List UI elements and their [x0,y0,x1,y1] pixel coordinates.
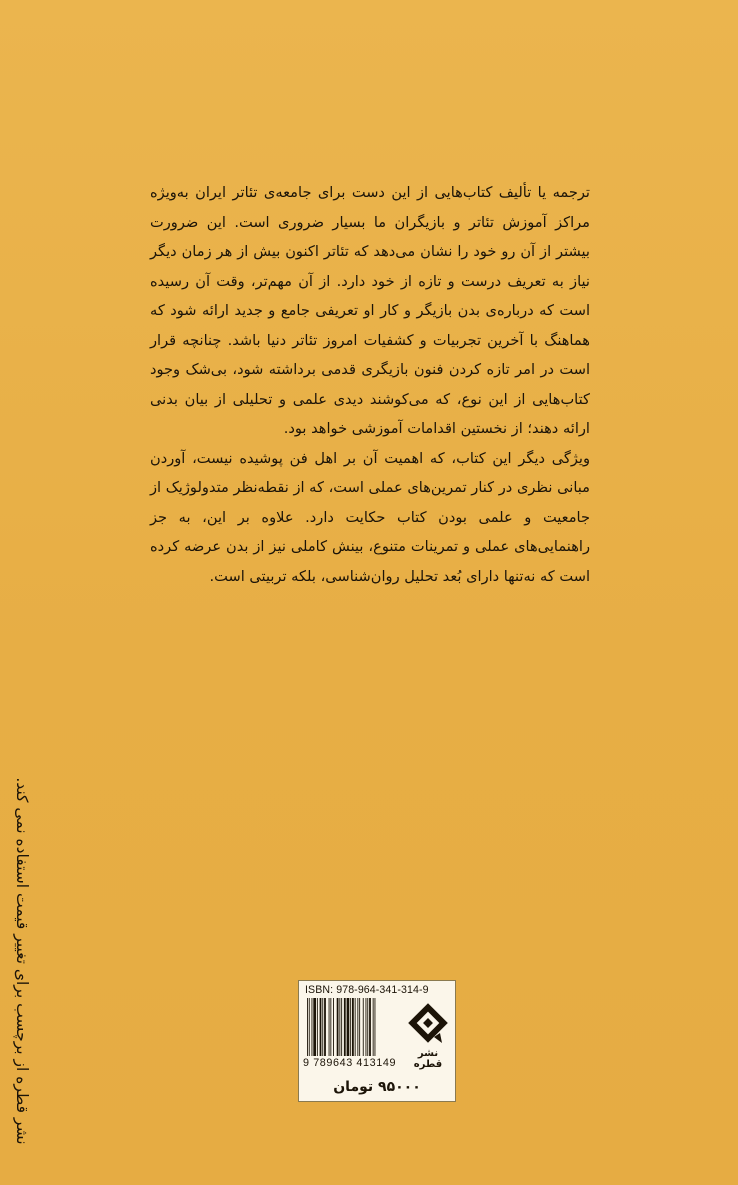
back-cover-blurb [150,178,590,591]
publisher-logo-icon [407,1001,449,1045]
blurb-paragraph-1: ترجمه یا تألیف کتاب‌هایی از این دست برای جامعه‌ی تئاتر ایران به‌ویژه مراکز آموزش تئاتر و بازیگران ما بسیار ضروری است. این ضرورت بیشتر از آن رو خود را نشان می‌دهد که تئاتر اکنون بیش از هر زمان دیگر نیاز به تعریف درست و تازه از خود دارد. از آن مهم‌تر، وقت آن رسیده است که درباره‌ی بدن بازیگر و کار او تعریفی جامع و جدید ارائه شود که هماهنگ با آخرین تجربیات و کشفیات امروز تئاتر دنیا باشد. چنانچه قرار است در امر تازه کردن فنون بازیگری قدمی برداشته شود، بی‌شک وجود کتاب‌هایی از این نوع، که می‌کوشند دیدی علمی و تحلیلی از بیان بدنی ارائه دهند؛ از نخستین اقدامات آموزشی خواهد بود. [150,184,590,437]
isbn-number: ISBN: 978-964-341-314-9 [305,984,429,996]
barcode-bar [312,998,313,1056]
barcode-bar [330,998,331,1056]
barcode-bar [369,998,371,1056]
barcode-bar [313,998,316,1056]
barcode-bar [357,998,358,1056]
price-label: ۹۵۰۰۰ تومان [298,1073,456,1102]
barcode-bar [363,998,364,1056]
price-sticker-notice: نشر قطره از برچسب برای تغییر قیمت استفاده نمی کند. [13,777,31,1145]
barcode-bar [355,998,356,1056]
barcode-digits: 9 789643 413149 [303,1057,397,1069]
barcode-bar [352,998,354,1056]
barcode-bar [324,998,326,1056]
blurb-paragraph-2: ویژگی دیگر این کتاب، که اهمیت آن بر اهل فن پوشیده نیست، آوردن مبانی نظری در کنار تمرین‌های عملی است، که از نقطه‌نظر متدولوژیک از جامعیت و علمی بودن کتاب حکایت دارد. علاوه بر این، به جز راهنمایی‌های عملی و تمرینات متنوع، بینش کاملی نیز از بدن عرضه کرده است که نه‌تنها دارای بُعد تحلیل روان‌شناسی، بلکه تربیتی است. [150,449,590,585]
barcode-bar [359,998,360,1056]
barcode-bar [344,998,346,1056]
barcode-label [298,980,456,1074]
barcode-bar [341,998,342,1056]
barcode-bar [333,998,334,1056]
barcode-bar [337,998,339,1056]
barcode-bar [309,998,310,1056]
barcode-bar [366,998,367,1056]
barcode-bar [320,998,322,1056]
barcode-bar [347,998,350,1056]
barcode-bar [367,998,368,1056]
barcode-bar [339,998,340,1056]
barcode-bar [317,998,318,1056]
barcode-bar [329,998,330,1056]
barcode-bar [322,998,323,1056]
barcode-bars [305,998,401,1056]
barcode-bar [373,998,374,1056]
barcode-bar [350,998,351,1056]
barcode-bar [307,998,308,1056]
barcode-bar [375,998,376,1056]
publisher-logo-label: نشر قطره [413,1048,443,1070]
